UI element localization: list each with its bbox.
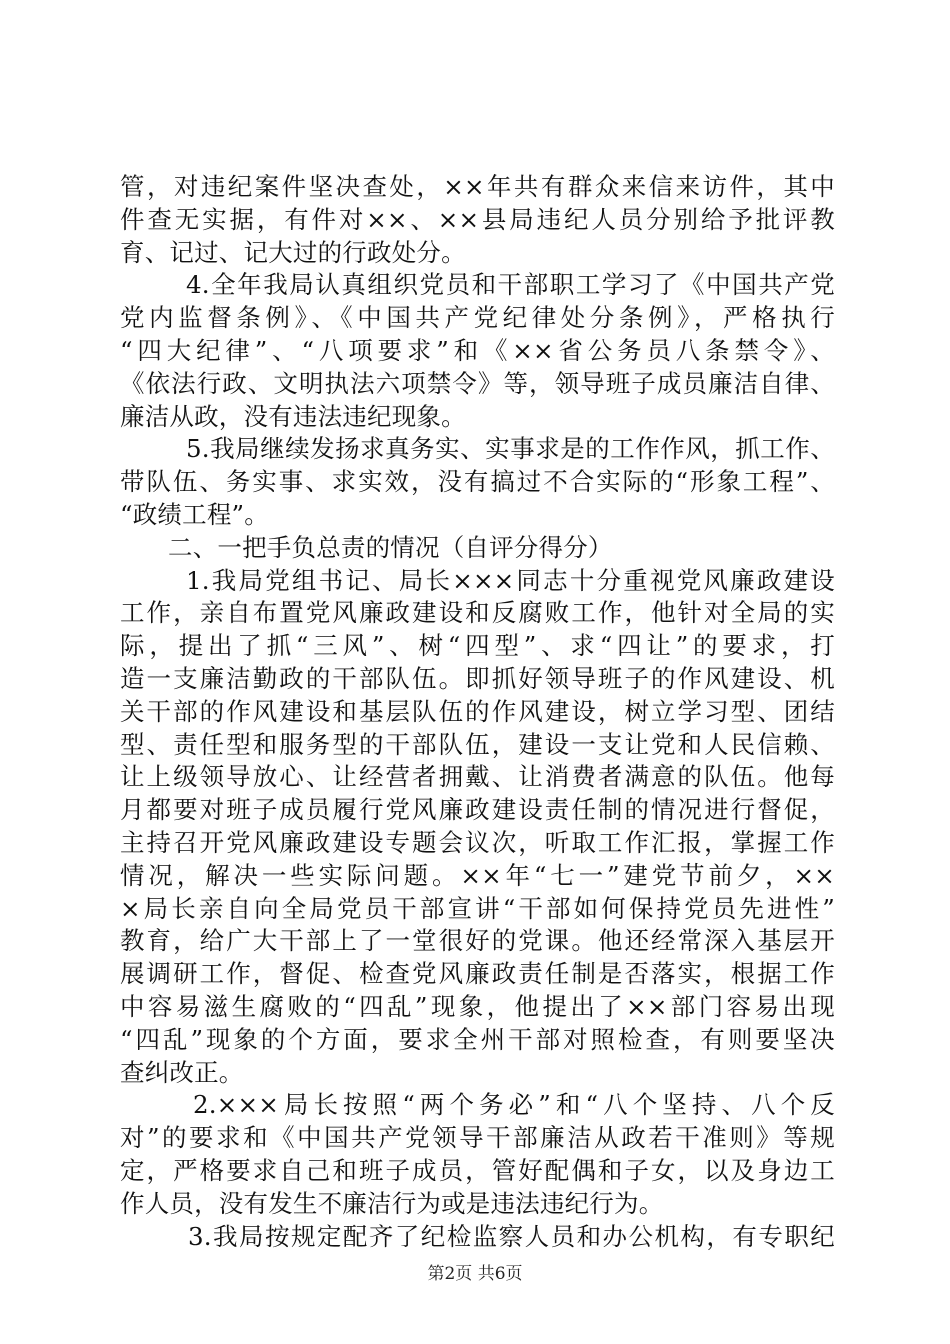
text-line: ×局长亲自向全局党员干部宣讲“干部如何保持党员先进性” (120, 893, 835, 923)
text-line: 查纠改正。 (120, 1057, 244, 1087)
text-line: 让上级领导放心、让经营者拥戴、让消费者满意的队伍。他每 (120, 762, 835, 792)
paragraph-start: 5.我局继续发扬求真务实、实事求是的工作作风，抓工作、 (186, 434, 835, 464)
text-line: 对”的要求和《中国共产党领导干部廉洁从政若干准则》等规 (120, 1123, 835, 1153)
text-line: 教育，给广大干部上了一堂很好的党课。他还经常深入基层开 (120, 926, 835, 956)
paragraph-start: 4.全年我局认真组织党员和干部职工学习了《中国共产党 (186, 270, 835, 300)
text-line: 展调研工作，督促、检查党风廉政责任制是否落实，根据工作 (120, 959, 835, 989)
paragraph-start: 3.我局按规定配齐了纪检监察人员和办公机构，有专职纪 (188, 1221, 835, 1251)
text-line: 管，对违纪案件坚决查处，××年共有群众来信来访件，其中 (120, 172, 835, 201)
text-line: 《依法行政、文明执法六项禁令》等，领导班子成员廉洁自律、 (120, 368, 835, 398)
text-line: 主持召开党风廉政建设专题会议次，听取工作汇报，掌握工作 (120, 827, 835, 857)
text-line: 带队伍、务实事、求实效，没有搞过不合实际的“形象工程”、 (120, 467, 835, 497)
text-line: 育、记过、记大过的行政处分。 (120, 237, 466, 267)
text-line: “政绩工程”。 (120, 499, 269, 529)
text-line: 件查无实据，有件对××、××县局违纪人员分别给予批评教 (120, 204, 835, 234)
text-line: 党内监督条例》、《中国共产党纪律处分条例》，严格执行 (120, 303, 835, 333)
text-line: 情况，解决一些实际问题。××年“七一”建党节前夕，×× (120, 860, 835, 890)
text-line: 关干部的作风建设和基层队伍的作风建设，树立学习型、团结 (120, 696, 835, 726)
page-number: 第2页 共6页 (427, 1264, 523, 1284)
document-body (120, 171, 835, 1253)
paragraph-start: 2.×××局长按照“两个务必”和“八个坚持、八个反 (193, 1090, 835, 1120)
paragraph-start: 1.我局党组书记、局长×××同志十分重视党风廉政建设 (186, 565, 835, 595)
text-line: “四乱”现象的个方面，要求全州干部对照检查，有则要坚决 (120, 1024, 835, 1054)
text-line: 定，严格要求自己和班子成员，管好配偶和子女，以及身边工 (120, 1155, 835, 1185)
section-heading: 二、一把手负总责的情况（自评分得分） (168, 532, 613, 562)
text-line: 型、责任型和服务型的干部队伍，建设一支让党和人民信赖、 (120, 729, 835, 759)
text-line: 廉洁从政，没有违法违纪现象。 (120, 401, 466, 431)
text-line: 中容易滋生腐败的“四乱”现象，他提出了××部门容易出现 (120, 991, 835, 1021)
text-line: 际，提出了抓“三风”、树“四型”、求“四让”的要求，打 (120, 631, 835, 661)
text-line: 工作，亲自布置党风廉政建设和反腐败工作，他针对全局的实 (120, 598, 835, 628)
text-line: 月都要对班子成员履行党风廉政建设责任制的情况进行督促， (120, 795, 835, 825)
text-line: 造一支廉洁勤政的干部队伍。即抓好领导班子的作风建设、机 (120, 663, 835, 693)
text-line: “四大纪律”、“八项要求”和《××省公务员八条禁令》、 (120, 335, 835, 365)
text-line: 作人员，没有发生不廉洁行为或是违法违纪行为。 (120, 1188, 664, 1218)
